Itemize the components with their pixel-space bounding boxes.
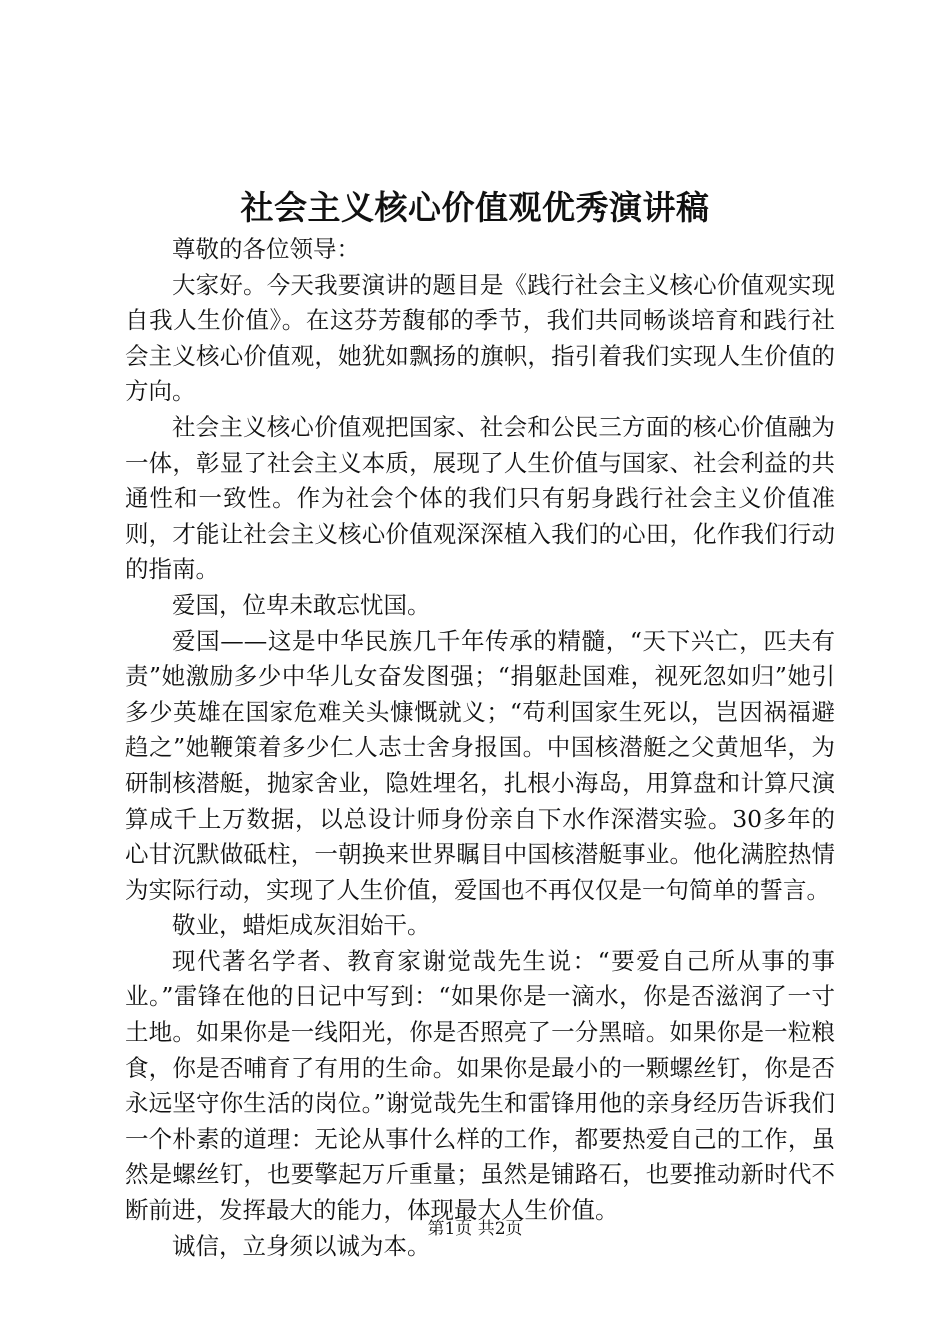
paragraph-intro: 大家好。今天我要演讲的题目是《践行社会主义核心价值观实现自我人生价值》。在这芬芳馥郁的季节，我们共同畅谈培育和践行社会主义核心价值观，她犹如飘扬的旗帜，指引着我们实现人生价值的方向。 xyxy=(125,270,835,406)
paragraph-integrity-heading: 诚信，立身须以诚为本。 xyxy=(172,1231,431,1260)
page-footer: 第1页 共2页 xyxy=(427,1219,523,1239)
paragraph-salutation: 尊敬的各位领导： xyxy=(172,235,360,263)
paragraph-dedication-heading: 敬业，蜡炬成灰泪始干。 xyxy=(172,911,431,940)
document-body xyxy=(125,232,835,1264)
paragraph-dedication: 现代著名学者、教育家谢觉哉先生说：“要爱自己所从事的事业。”雷锋在他的日记中写到：“如果你是一滴水，你是否滋润了一寸土地。如果你是一线阳光，你是否照亮了一分黑暗。如果你是一粒粮食，你是否哺育了有用的生命。如果你是最小的一颗螺丝钉，你是否永远坚守你生活的岗位。”谢觉哉先生和雷锋用他的亲身经历告诉我们一个朴素的道理：无论从事什么样的工作，都要热爱自己的工作，虽然是螺丝钉，也要擎起万斤重量；虽然是铺路石，也要推动新时代不断前进，发挥最大的能力，体现最大人生价值。 xyxy=(125,946,835,1225)
paragraph-core-values: 社会主义核心价值观把国家、社会和公民三方面的核心价值融为一体，彰显了社会主义本质，展现了人生价值与国家、社会利益的共通性和一致性。作为社会个体的我们只有躬身践行社会主义价值准则，才能让社会主义核心价值观深深植入我们的心田，化作我们行动的指南。 xyxy=(125,412,835,584)
document-title: 社会主义核心价值观优秀演讲稿 xyxy=(240,188,710,227)
paragraph-patriotism: 爱国——这是中华民族几千年传承的精髓，“天下兴亡，匹夫有责”她激励多少中华儿女奋发图强；“捐躯赴国难，视死忽如归”她引多少英雄在国家危难关头慷慨就义；“苟利国家生死以，岂因祸福避趋之”她鞭策着多少仁人志士舍身报国。中国核潜艇之父黄旭华，为研制核潜艇，抛家舍业，隐姓埋名，扎根小海岛，用算盘和计算尺演算成千上万数据，以总设计师身份亲自下水作深潜实验。30多年的心甘沉默做砥柱，一朝换来世界瞩目中国核潜艇事业。他化满腔热情为实际行动，实现了人生价值，爱国也不再仅仅是一句简单的誓言。 xyxy=(125,626,835,904)
paragraph-patriotism-heading: 爱国，位卑未敢忘忧国。 xyxy=(172,590,431,619)
